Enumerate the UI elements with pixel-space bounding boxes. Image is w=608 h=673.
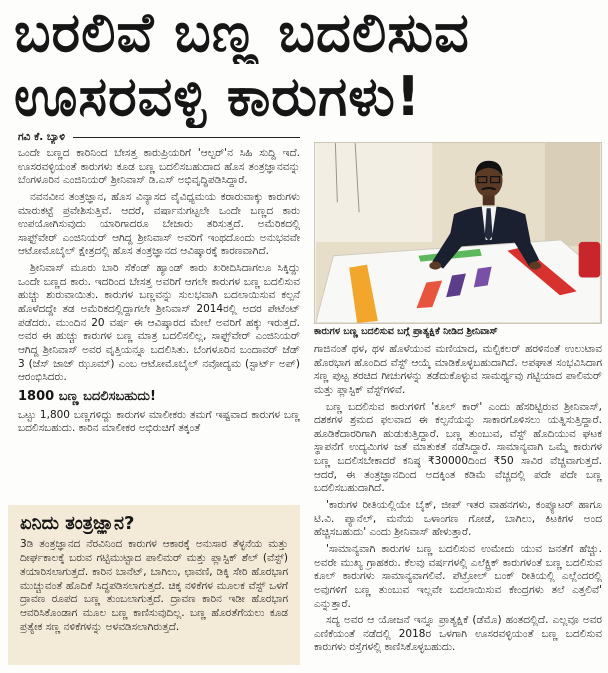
paragraph: 'ಸಾಮಾನ್ಯವಾಗಿ ಕಾರುಗಳ ಬಣ್ಣ ಬದಲಿಸುವ ಉಮೇದು ಯುವ ಜನತೆಗೆ ಹೆಚ್ಚು. ಅವರೇ ಮುಖ್ಯ ಗ್ರಾಹಕರು. ಕೆಲವು ವರ್ಷಗಳಲ್ಲಿ ಎಲೆಕ್ಟ್ರಿಕ್ ಕಾರುಗಳಂತೆ ಬಣ್ಣ ಬದಲಿಸುವ ಕೂಲ್ ಕಾರುಗಳು ಸಾಮಾನ್ಯವಾಗಲಿವೆ. ಪೆಟ್ರೋಲ್ ಬಂಕ್ ರೀತಿಯಲ್ಲಿ ಎಲ್ಲೆಂದರಲ್ಲಿ ಅವುಗಳಿಗೆ ಬಣ್ಣ ತುಂಬುವ ಇಲ್ಲವೇ ಬದಲಾಯಿಸುವ ಕೇಂದ್ರಗಳು ತಲೆ ಎತ್ತಲಿವೆ' ಎನ್ನುತ್ತಾರೆ. — [314, 542, 602, 610]
byline-rule — [73, 137, 300, 138]
photo-caption: ಕಾರುಗಳ ಬಣ್ಣ ಬದಲಿಸುವ ಬಗ್ಗೆ ಪ್ರಾತ್ಯಕ್ಷಿಕೆ ನೀಡಿದ ಶ್ರೀನಿವಾಸ್ — [314, 326, 498, 337]
photo-window — [316, 143, 433, 242]
byline — [18, 130, 300, 144]
paragraph: ಒಟ್ಟು 1,800 ಬಣ್ಣಗಳಿದ್ದು ಕಾರುಗಳ ಮಾಲೀಕರು ತಮಗೆ ಇಷ್ಟವಾದ ಕಾರುಗಳ ಬಣ್ಣ ಬದಲಿಸಬಹುದು. ಕಾರಿನ ಮಾಲೀಕರ ಅಭಿರುಚಿಗೆ ತಕ್ಕಂತೆ — [18, 408, 300, 435]
right-column — [314, 343, 602, 667]
paragraph: ನವನವೀನ ತಂತ್ರಜ್ಞಾನ, ಹೊಸ ವಿನ್ಯಾಸದ ವೈವಿಧ್ಯಮಯ ಕರಾರುವಾಕ್ಕು ಕಾರುಗಳು ಮಾರುಕಟ್ಟೆ ಪ್ರವೇಶಿಸುತ್ತಿವೆ. ಆದರೆ, ವರ್ಷಾನುಗಟ್ಟಲೇ ಒಂದೇ ಬಣ್ಣದ ಕಾರು ಉಪಯೋಗಿಸುವುದು ಯಾರಿಗಾದರೂ ಬೇಜಾರು ತರಿಸುತ್ತದೆ. ಅಮೆರಿಕದಲ್ಲಿ ಸಾಫ್ಟ್‌ವೇರ್ ಎಂಜಿನಿಯರ್ ಆಗಿದ್ದ ಶ್ರೀನಿವಾಸ್ ಅವರಿಗೆ ಇಂಥದೊಂದು ಅನುಭವವೇ ಆಟೋಮೊಬೈಲ್ ಕ್ಷೇತ್ರದಲ್ಲಿ ಹೊಸ ತಂತ್ರಜ್ಞಾನದ ಆವಿಷ್ಕಾರಕ್ಕೆ ಕಾರಣವಾಗಿದೆ. — [18, 190, 300, 258]
paragraph: ಶ್ರೀನಿವಾಸ್ ಮೂರು ಬಾರಿ ಸೆಕೆಂಡ್ ಹ್ಯಾಂಡ್ ಕಾರು ಖರೀದಿಸಿದಾಗಲೂ ಸಿಕ್ಕಿದ್ದು ಒಂದೇ ಬಣ್ಣದ ಕಾರು. ಇದರಿಂದ ಬೇಸತ್ತ ಅವರಿಗೆ ಆಗಲೇ ಕಾರುಗಳ ಬಣ್ಣ ಬದಲಿಸುವ ಹುಚ್ಚು ಶುರುವಾಯಿತು. ಕಾರುಗಳ ಬಣ್ಣವನ್ನು ಸುಲಭವಾಗಿ ಬದಲಾಯಿಸುವ ಕಲ್ಪನೆ ಹೊಳೆದದ್ದೇ ತಡ ಅಮೆರಿಕದಲ್ಲಿದ್ದಾಗಲೇ ಶ್ರೀನಿವಾಸ್ 2014ರಲ್ಲಿ ಅದರ ಪೇಟೆಂಟ್ ಪಡೆದರು. ಮುಂದಿನ 20 ವರ್ಷ ಈ ಆವಿಷ್ಕಾರದ ಮೇಲೆ ಅವರಿಗೆ ಹಕ್ಕು ಇರುತ್ತದೆ. ಅವರ ಈ ಹುಚ್ಚು ಕಾರುಗಳ ಬಣ್ಣ ಮಾತ್ರ ಬದಲಿಸಲಿಲ್ಲ, ಸಾಫ್ಟ್‌ವೇರ್ ಎಂಜಿನಿಯರ್ ಆಗಿದ್ದ ಶ್ರೀನಿವಾಸ್ ಅವರ ವೃತ್ತಿಯನ್ನೂ ಬದಲಿಸಿತು. ಬೆಂಗಳೂರಿನ ಬಂದಾವರ್ ಜೆಡ್ 3 (ಜೆಸ್ ಜಾಜ್ ಝೂಮ್) ಎಂಬ ಆಟೋಮೊಬೈಲ್ ನವೋದ್ಯಮ (ಸ್ಟಾರ್ಟ್ ಅಪ್) ಆರಂಭಿಸಿದರು. — [18, 262, 300, 384]
headline-line-1: ಬರಲಿವೆ ಬಣ್ಣ ಬದಲಿಸುವ — [14, 2, 470, 64]
photo-image — [315, 143, 601, 323]
paragraph: 'ಕಾರುಗಳ ರೀತಿಯಲ್ಲಿಯೇ ಬೈಕ್, ಜೀಪ್ ಇತರ ವಾಹನಗಳು, ಕಂಪ್ಯೂಟರ್ ಹಾಗೂ ಟಿ.ವಿ. ಪ್ಯಾನೆಲ್, ಮನೆಯ ಒಳಾಂಗಣ ಗೋಡೆ, ಬಾಗಿಲು, ಕಿಟಕಿಗಳ ಅಂದ ಹೆಚ್ಚಿಸಬಹುದು' ಎಂದು ಶ್ರೀನಿವಾಸ್ ಹೇಳುತ್ತಾರೆ. — [314, 499, 602, 539]
photo-srinivas-demo — [314, 142, 602, 324]
info-box-title: ಏನಿದು ತಂತ್ರಜ್ಞಾನ? — [20, 513, 135, 534]
author-name: ಗವಿ ಕೆ. ಬ್ಯಾಳಿ — [18, 130, 65, 143]
paragraph: ಸದ್ಯ ಅವರ ಆ ಯೋಜನೆ ಇನ್ನೂ ಪ್ರಾತ್ಯಕ್ಷಿಕೆ (ಡೆಮೊ) ಹಂತದಲ್ಲಿದೆ. ಎಲ್ಲವೂ ಅವರ ಎಣಿಕೆಯಂತೆ ನಡೆದಲ್ಲಿ 2018ರ ಒಳಗಾಗಿ ಊಸರವಳ್ಳಿಯಂತೆ ಬಣ್ಣ ಬದಲಿಸುವ ಕಾರುಗಳು ರಸ್ತೆಗಳಲ್ಲಿ ಕಾಣಿಸಿಕೊಳ್ಳಬಹುದು. — [314, 614, 602, 654]
paragraph: ಗಾಜಿನಂತೆ ಥಳ, ಥಳ ಹೊಳೆಯುವ ಮಣಿಯಾದ, ಮಲ್ಟಿಕಲರ್ ಹರಳಿನಂತೆ ಉಲುಟಾವ ಹೊರಭಾಗ ಹೊಂದಿದ ವೆಸ್ಟ್ ಆಯ್ಕೆ ಮಾಡಿಕೊಳ್ಳಬಹುದಾಗಿದೆ. ಅಪಘಾತ ಸಂಭವಿಸಿದಾಗ ಸಣ್ಣ ಪುಟ್ಟ ತರಚಿದ ಗೀಚುಗಳನ್ನು ತಡೆದುಕೊಳ್ಳುವ ಸಾಮರ್ಥ್ಯವು ಗಟ್ಟಿಯಾದ ಪಾಲಿಮರ್ ಮತ್ತು ಪ್ಲಾಸ್ಟಿಕ್ ವೆಸ್ಟ್‌ಗಳಿವೆ. — [314, 343, 602, 396]
photo-red-model — [579, 242, 601, 278]
info-box — [8, 505, 300, 665]
paragraph: ಬಣ್ಣ ಬದಲಿಸುವ ಕಾರುಗಳಿಗೆ 'ಕೂಲ್ ಕಾರ್' ಎಂದು ಹೆಸರಿಟ್ಟಿರುವ ಶ್ರೀನಿವಾಸ್, ದಶಕಗಳ ಶ್ರಮದ ಫಲವಾದ ಈ ಕಲ್ಪನೆಯನ್ನು ಸಾಕಾರಗೊಳಿಸಲು ಯತ್ನಿಸುತ್ತಿದ್ದಾರೆ. ಹೂಡಿಕೆದಾರರಿಗಾಗಿ ಹುಡುಕುತ್ತಿದ್ದಾರೆ. ಬಣ್ಣ ತುಂಬುವ, ವೆಸ್ಟ್ ಹೊದಿಯುವ ಘಟಕ ಸ್ಥಾಪನೆಗೆ ಉದ್ಯಮಿಗಳ ಜತೆ ಮಾತುಕತೆ ನಡೆಸಿದ್ದಾರೆ. ಸಾಮಾನ್ಯವಾಗಿ ಒಮ್ಮೆ ಕಾರುಗಳ ಬಣ್ಣ ಬದಲಿಸಬೇಕಾದರೆ ಕನಿಷ್ಠ ₹30000ದಿಂದ ₹50 ಸಾವಿರ ವೆಚ್ಚವಾಗುತ್ತದೆ. ಆದರೆ, ಈ ತಂತ್ರಜ್ಞಾನದಿಂದ ಅದಕ್ಕಿಂತ ಕಡಿಮೆ ವೆಚ್ಚದಲ್ಲಿ ಪದೇ ಪದೇ ಬಣ್ಣ ಬದಲಿಸಬಹುದಾಗಿದೆ. — [314, 400, 602, 495]
left-column — [18, 147, 300, 497]
info-box-body: 3ಡಿ ತಂತ್ರಜ್ಞಾನದ ನೆರವಿನಿಂದ ಕಾರುಗಳ ಆಕಾರಕ್ಕೆ ಅನುಸಾರ ತೆಳ್ಳನೆಯ ಮತ್ತು ದೀರ್ಘಕಾಲಕ್ಕೆ ಬರುವ ಗಟ್ಟಿಮುಟ್ಟಾದ ಪಾಲಿಮರ್ ಮತ್ತು ಪ್ಲಾಸ್ಟಿಕ್ ಶೆಲ್ (ವೆಸ್ಟ್) ತಯಾರಿಸಲಾಗುತ್ತದೆ. ಕಾರಿನ ಬಾನೆಟ್, ಬಾಗಿಲು, ಛಾವಣಿ, ಡಿಕ್ಕಿ ಸೇರಿ ಹೊರಭಾಗ ಮುಚ್ಚುವಂತೆ ಹೊದಿಕೆ ಸಿದ್ಧಪಡಿಸಲಾಗುತ್ತದೆ. ಚಿಕ್ಕ ನಳಿಕೆಗಳ ಮೂಲಕ ವೆಸ್ಟ್ ಒಳಗೆ ದ್ರಾವಣ ರೂಪದ ಬಣ್ಣ ತುಂಬಲಾಗುತ್ತದೆ. ದ್ರಾವಣ ಕಾರಿನ ಇಡೀ ಹೊರಭಾಗ ಆವರಿಸಿಕೊಂಡಾಗ ಮೂಲ ಬಣ್ಣ ಕಾಣಿಸುವುದಿಲ್ಲ. ಬಣ್ಣ ಹೊರತೆಗೆಯಲು ಕೂಡ ಪ್ರತ್ಯೇಕ ಸಣ್ಣ ನಳಿಕೆಗಳನ್ನು ಅಳವಡಿಸಲಾಗಿರುತ್ತದೆ. — [20, 538, 288, 634]
headline-line-2: ಊಸರವಳ್ಳಿ ಕಾರುಗಳು! — [14, 66, 422, 128]
paragraph: ಒಂದೇ ಬಣ್ಣದ ಕಾರಿನಿಂದ ಬೇಸತ್ತ ಕಾರುಪ್ರಿಯರಿಗೆ 'ಆಲ್ಟರ್‌'ನ ಸಿಹಿ ಸುದ್ದಿ ಇದೆ. ಊಸರವಳ್ಳಿಯಂತೆ ಕಾರುಗಳು ಕೂಡ ಬಣ್ಣ ಬದಲಿಸಬಹುದಾದ ಹೊಸ ತಂತ್ರಜ್ಞಾನವನ್ನು ಬೆಂಗಳೂರಿನ ಎಂಜಿನಿಯರ್ ಶ್ರೀನಿವಾಸ್ ಡಿ.ಎಸ್ ಅಭಿವೃದ್ಧಿಪಡಿಸಿದ್ದಾರೆ. — [18, 147, 300, 187]
photo-wall-shadow — [545, 143, 600, 246]
subheading: 1800 ಬಣ್ಣ ಬದಲಿಸಬಹುದು! — [18, 388, 156, 404]
